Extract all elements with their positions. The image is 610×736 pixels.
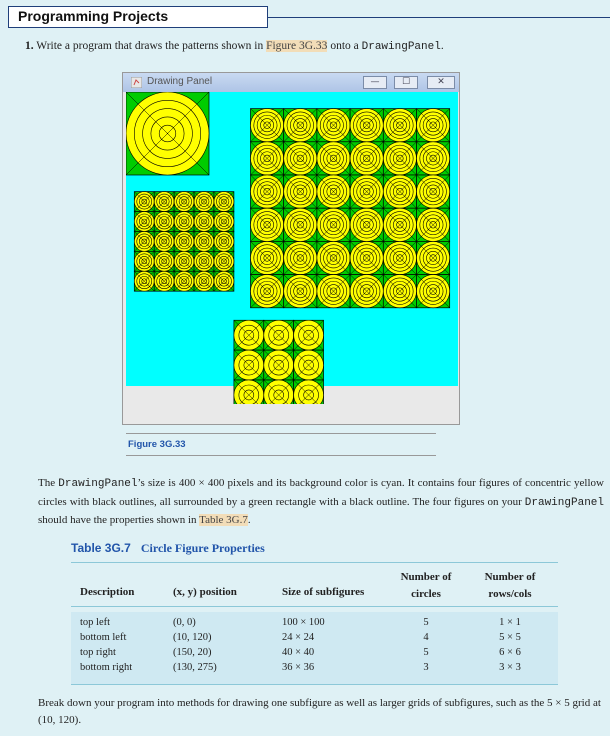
table-cell: (130, 275) [173, 662, 217, 673]
drawing-panel-window [122, 72, 460, 425]
table-rule-top [71, 562, 558, 563]
maximize-button[interactable]: ☐ [394, 76, 418, 89]
exercise-text [25, 40, 595, 53]
table-cell: 3 [423, 662, 429, 673]
window-titlebar[interactable] [123, 73, 459, 92]
table-cell: 6 × 6 [499, 647, 521, 658]
table-cell: (150, 20) [173, 647, 212, 658]
table-cell: 5 × 5 [499, 632, 521, 643]
drawing-canvas [126, 92, 458, 404]
section-title: Programming Projects [18, 8, 169, 24]
header-rowscols: Number of rows/cols [484, 571, 536, 600]
class-name: DrawingPanel [361, 41, 441, 53]
close-button[interactable]: ✕ [427, 76, 455, 89]
table-cell: bottom left [80, 632, 127, 643]
table-rule-bottom [71, 684, 558, 685]
paragraph-text-end: . [247, 514, 251, 526]
table-cell: 3 × 3 [499, 662, 521, 673]
table-cell: (10, 120) [173, 632, 212, 643]
class-name: DrawingPanel [58, 478, 138, 490]
table-cell: top left [80, 617, 111, 628]
header-description: Description [80, 586, 135, 598]
exercise-text-b: onto a [330, 40, 359, 52]
figure-rule-top [126, 433, 436, 434]
table-cell: 5 [423, 617, 429, 628]
table-link[interactable]: Table 3G.7 [199, 514, 248, 526]
class-name: DrawingPanel [524, 496, 604, 509]
table-cell: 100 × 100 [282, 617, 325, 628]
table-cell: 40 × 40 [282, 647, 315, 658]
exercise-number: 1. [25, 40, 34, 52]
paragraph-text-b: should have the properties shown in [38, 514, 197, 526]
table-cell: 4 [423, 632, 429, 643]
header-circles: Number of circles [400, 571, 452, 600]
table-name: Circle Figure Properties [140, 541, 265, 555]
table-number: Table 3G.7 [71, 541, 131, 555]
figure-caption: Figure 3G.33 [128, 439, 186, 450]
java-app-icon [131, 77, 142, 88]
description-paragraph: The DrawingPanel’s size is 400 × 400 pixels and its background color is cyan. It contains four figures of concentric yellow circles with black outlines, all surrounded by a green rectangle with a black outline. The four figures on your DrawingPanel should have the properties shown in Table 3G.7. [38, 477, 604, 526]
section-rule [268, 17, 610, 18]
window-title: Drawing Panel [147, 76, 213, 87]
table-rule-header [71, 606, 558, 607]
table-cell: 5 [423, 647, 429, 658]
header-size: Size of subfigures [282, 586, 365, 598]
table-cell: 1 × 1 [499, 617, 521, 628]
table-cell: top right [80, 647, 116, 658]
minimize-button[interactable]: — [363, 76, 387, 89]
table-cell: bottom right [80, 662, 133, 673]
figure-link[interactable]: Figure 3G.33 [266, 40, 328, 52]
header-position: (x, y) position [173, 586, 237, 598]
figure-rule-bottom [126, 455, 436, 456]
table-cell: 24 × 24 [282, 632, 315, 643]
table-cell: (0, 0) [173, 617, 196, 628]
paragraph-text-a: ’s size is 400 × 400 pixels and its background color is cyan. It contains four figures of concentric yellow circles with black outlines, all surrounded by a green rectangle with a black outline. The four figures on your [38, 477, 604, 508]
exercise-text-end: . [440, 40, 444, 52]
table-cell: 36 × 36 [282, 662, 315, 673]
table-caption [71, 541, 265, 556]
closing-paragraph: Break down your program into methods for drawing one subfigure as well as larger grids of subfigures, such as the 5 × 5 grid at (10, 120). [38, 697, 601, 726]
section-header [0, 6, 610, 30]
exercise-text-a: Write a program that draws the patterns shown in [36, 40, 264, 52]
